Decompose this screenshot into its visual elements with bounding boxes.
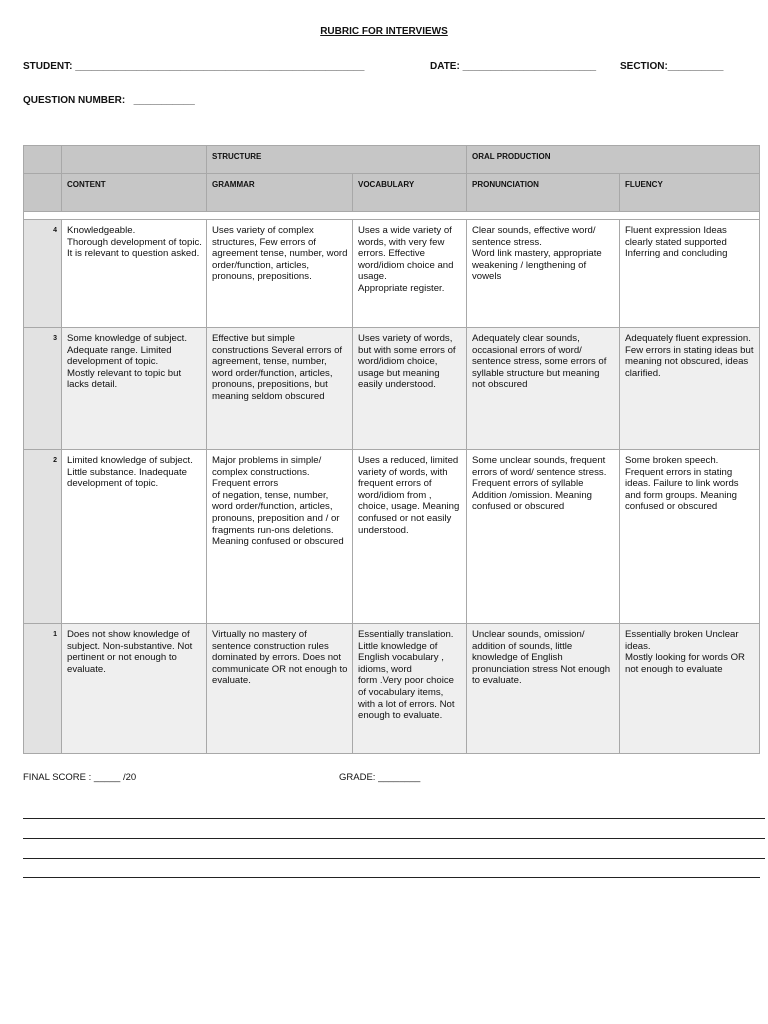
section-label: SECTION: — [620, 61, 668, 72]
table-row — [24, 220, 760, 328]
rubric-cell: Effective but simple constructions Several errors of agreement, tense, number, word order/function, articles, pronouns, prepositions, but meaning seldom obscured — [207, 328, 353, 450]
rubric-cell: Essentially broken Unclear ideas. Mostly looking for words OR not enough to evaluate — [620, 624, 760, 754]
student-field[interactable] — [23, 61, 364, 72]
table-row — [24, 624, 760, 754]
rubric-table — [23, 145, 760, 754]
question-number-field[interactable] — [23, 95, 195, 106]
rubric-cell: Uses variety of complex structures, Few errors of agreement tense, number, word order/function, articles, pronouns, prepositions. — [207, 220, 353, 328]
grade-blank[interactable]: ________ — [378, 772, 421, 783]
date-label: DATE: — [430, 61, 463, 72]
score-2: 2 — [24, 450, 62, 624]
rubric-cell: Virtually no mastery of sentence construction rules dominated by errors. Does not communicate OR not enough to evaluate. — [207, 624, 353, 754]
rubric-cell: Fluent expression Ideas clearly stated supported Inferring and concluding — [620, 220, 760, 328]
score-3: 3 — [24, 328, 62, 450]
comment-line[interactable] — [23, 858, 765, 859]
column-header-grammar: GRAMMAR — [207, 174, 353, 212]
grade-label: GRADE: — [339, 772, 379, 783]
header-group-structure: STRUCTURE — [207, 146, 467, 174]
section-blank[interactable]: __________ — [667, 61, 724, 72]
section-field[interactable] — [620, 61, 723, 72]
rubric-cell: Essentially translation. Little knowledge of English vocabulary , idioms, word form .Very poor choice of vocabulary items, with a lot of errors. Not enough to evaluate. — [353, 624, 467, 754]
question-number-label: QUESTION NUMBER: — [23, 95, 126, 106]
rubric-cell: Limited knowledge of subject. Little substance. Inadequate development of topic. — [62, 450, 207, 624]
date-blank[interactable]: ________________________ — [462, 61, 597, 72]
date-field[interactable] — [430, 61, 596, 72]
column-header-fluency: FLUENCY — [620, 174, 760, 212]
rubric-cell: Some knowledge of subject. Adequate range. Limited development of topic. Mostly relevant to topic but lacks detail. — [62, 328, 207, 450]
header-empty — [24, 146, 62, 174]
column-header-pronunciation: PRONUNCIATION — [467, 174, 620, 212]
rubric-cell: Does not show knowledge of subject. Non-substantive. Not pertinent or not enough to evaluate. — [62, 624, 207, 754]
final-score-total: /20 — [120, 772, 137, 783]
rubric-cell: Some broken speech. Frequent errors in stating ideas. Failure to link words and form groups. Meaning confused or obscured — [620, 450, 760, 624]
student-blank[interactable]: ____________________________________________________ — [75, 61, 365, 72]
score-1: 1 — [24, 624, 62, 754]
comment-line[interactable] — [23, 877, 760, 878]
rubric-cell: Some unclear sounds, frequent errors of word/ sentence stress. Frequent errors of syllable Addition /omission. Meaning confused or obscured — [467, 450, 620, 624]
comment-line[interactable] — [23, 838, 765, 839]
score-4: 4 — [24, 220, 62, 328]
rubric-cell: Clear sounds, effective word/ sentence stress. Word link mastery, appropriate weakening / lengthening of vowels — [467, 220, 620, 328]
grade-field[interactable] — [339, 772, 420, 783]
header-empty — [62, 146, 207, 174]
rubric-cell: Adequately clear sounds, occasional errors of word/ sentence stress, some errors of syllable structure but meaning not obscured — [467, 328, 620, 450]
rubric-cell: Unclear sounds, omission/ addition of sounds, little knowledge of English pronunciation stress Not enough to evaluate. — [467, 624, 620, 754]
final-score-blank[interactable]: _____ — [93, 772, 121, 783]
comment-line[interactable] — [23, 818, 765, 819]
header-empty — [24, 174, 62, 212]
column-header-content: CONTENT — [62, 174, 207, 212]
rubric-cell: Adequately fluent expression. Few errors in stating ideas but meaning not obscured, ideas clarified. — [620, 328, 760, 450]
column-header-vocabulary: VOCABULARY — [353, 174, 467, 212]
rubric-cell: Knowledgeable. Thorough development of topic. It is relevant to question asked. — [62, 220, 207, 328]
rubric-cell: Uses a wide variety of words, with very few errors. Effective word/idiom choice and usage. Appropriate register. — [353, 220, 467, 328]
rubric-cell: Uses variety of words, but with some errors of word/idiom choice, usage but meaning easily understood. — [353, 328, 467, 450]
table-row — [24, 328, 760, 450]
question-number-blank[interactable]: ___________ — [133, 95, 195, 106]
final-score-field[interactable] — [23, 772, 136, 783]
rubric-cell: Uses a reduced, limited variety of words, with frequent errors of word/idiom from , choice, usage. Meaning confused or not easily understood. — [353, 450, 467, 624]
table-row — [24, 450, 760, 624]
header-group-row — [24, 146, 760, 174]
student-label: STUDENT: — [23, 61, 76, 72]
header-gap — [24, 212, 760, 220]
header-column-row — [24, 174, 760, 212]
rubric-cell: Major problems in simple/ complex constructions. Frequent errors of negation, tense, number, word order/function, articles, pronouns, preposition and / or fragments run-ons deletions. Meaning confused or obscured — [207, 450, 353, 624]
header-group-oral: ORAL PRODUCTION — [467, 146, 760, 174]
page-title: RUBRIC FOR INTERVIEWS — [320, 26, 448, 37]
final-score-label: FINAL SCORE : — [23, 772, 94, 783]
